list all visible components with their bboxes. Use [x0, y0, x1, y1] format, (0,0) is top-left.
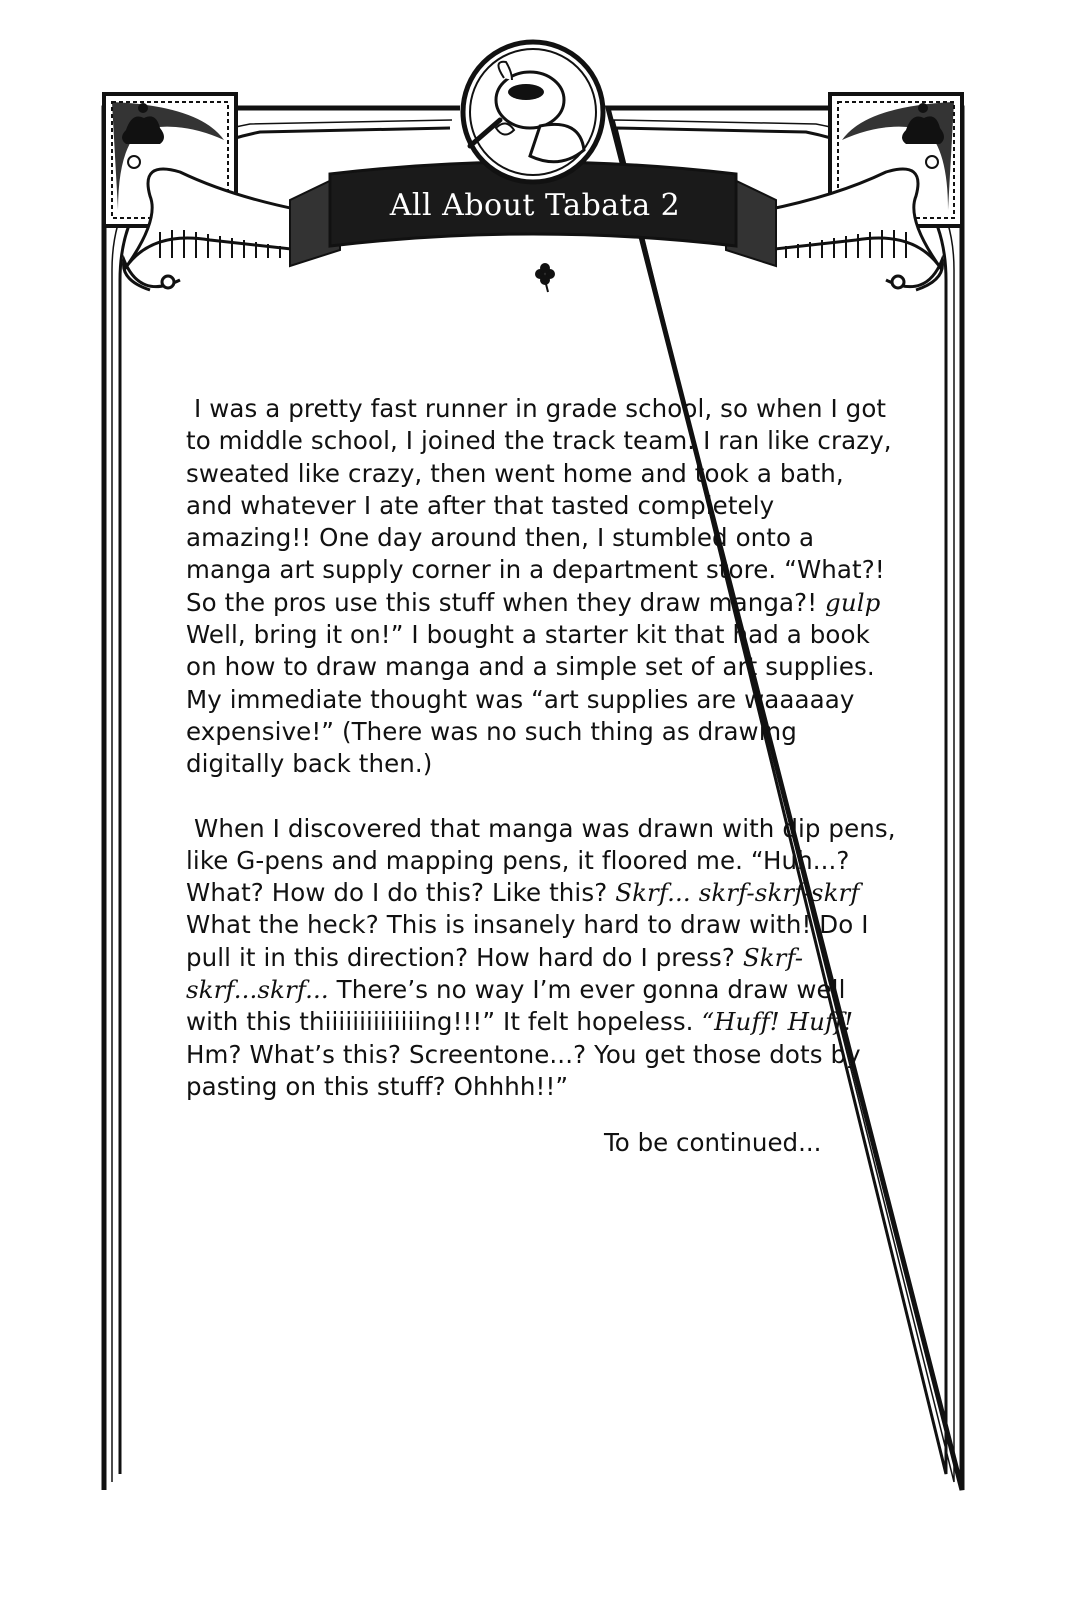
paragraph-2-text-a: When I discovered that manga was drawn with dip pens, like G-pens and mapping pens, it floored me. “Huh...? What? How do I do this? Like this? — [186, 813, 896, 908]
page-title: All About Tabata 2 — [389, 188, 681, 223]
paragraph-1-text-b: Well, bring it on!” I bought a starter kit that had a book on how to draw manga and a simple set of art supplies. My immediate thought was “art supplies are waaaaay expensive!” (There was no such thing as drawing digitally back then.) — [186, 620, 875, 779]
paragraph-2-sfx-skrf-2: Skrf-skrf...skrf... — [186, 942, 804, 1005]
paragraph-2 — [186, 813, 898, 1104]
paragraph-2-sfx-skrf-1: Skrf... skrf-skrf-skrf — [615, 878, 860, 908]
paragraph-2-text-d: Hm? What’s this? Screentone...? You get those dots by pasting on this stuff? Ohhhh!!” — [186, 1039, 861, 1101]
clover-icon — [535, 263, 555, 292]
article-body — [186, 393, 898, 1135]
to-be-continued: To be continued... — [604, 1128, 822, 1157]
duck-mascot-icon — [463, 42, 603, 182]
paragraph-2-text-b: What the heck? This is insanely hard to draw with! Do I pull it in this direction? How hard do I press? — [186, 910, 869, 972]
paragraph-1-text-a: I was a pretty fast runner in grade school, so when I got to middle school, I joined the track team. I ran like crazy, sweated like crazy, then went home and took a bath, and whatever I ate after that tasted completely amazing!! One day around then, I stumbled onto a manga art supply corner in a department store. “What?! So the pros use this stuff when they draw manga?! — [186, 394, 892, 617]
paragraph-1 — [186, 393, 898, 781]
paragraph-2-text-c: There’s no way I’m ever gonna draw well with this thiiiiiiiiiiiiiing!!!” It felt hopeless. — [186, 975, 846, 1037]
paragraph-1-sfx-gulp: gulp — [825, 587, 881, 617]
paragraph-2-sfx-huff: “Huff! Huff! — [701, 1007, 854, 1037]
